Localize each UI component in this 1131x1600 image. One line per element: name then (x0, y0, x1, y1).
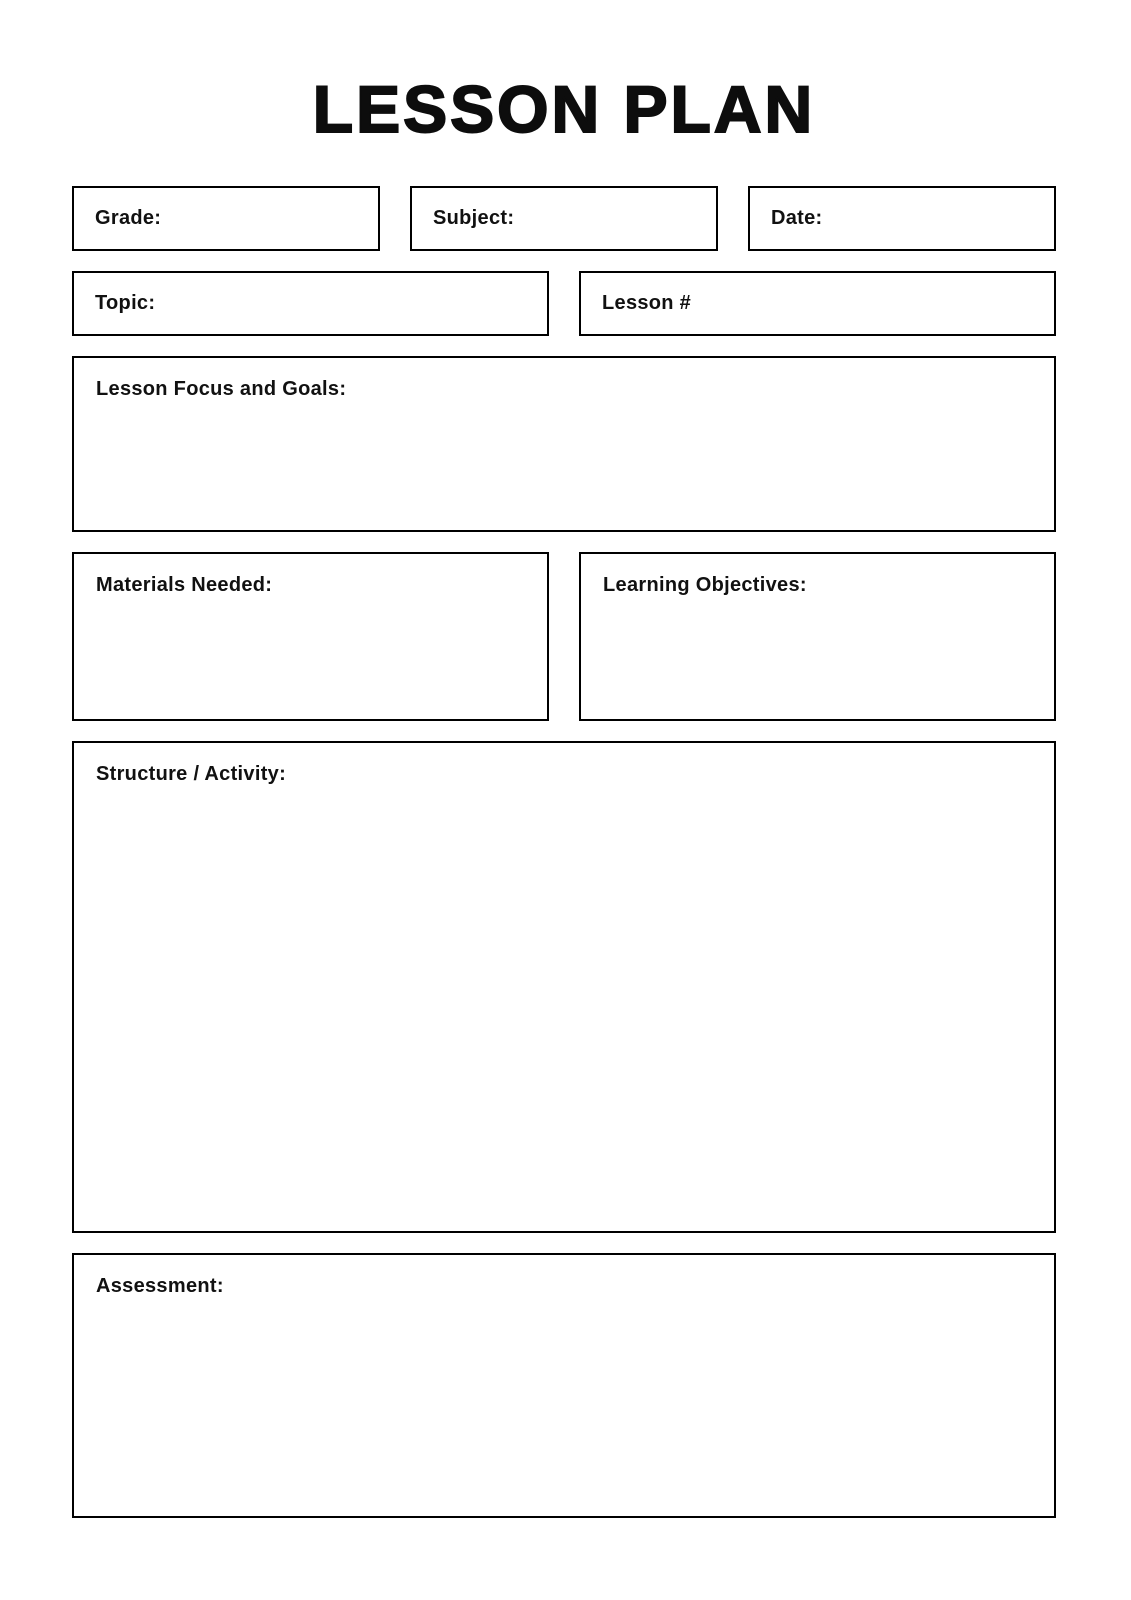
date-label: Date: (771, 207, 823, 230)
materials-needed-label: Materials Needed: (96, 574, 273, 597)
lesson-focus-box (72, 356, 1056, 532)
row-grade-subject-date (72, 186, 1056, 251)
assessment-label: Assessment: (96, 1275, 224, 1298)
row-materials-objectives (72, 552, 1056, 721)
lesson-number-field-box (579, 271, 1056, 336)
lesson-number-label: Lesson # (602, 292, 692, 315)
row-topic-lesson-number (72, 271, 1056, 336)
learning-objectives-label: Learning Objectives: (603, 574, 807, 597)
subject-label: Subject: (433, 207, 515, 230)
materials-needed-box (72, 552, 549, 721)
page-title: LESSON PLAN (312, 72, 816, 146)
lesson-plan-form (72, 186, 1056, 1518)
structure-activity-label: Structure / Activity: (96, 763, 287, 786)
lesson-focus-label: Lesson Focus and Goals: (96, 378, 347, 401)
topic-label: Topic: (95, 292, 156, 315)
learning-objectives-box (579, 552, 1056, 721)
grade-field-box (72, 186, 380, 251)
grade-label: Grade: (95, 207, 162, 230)
lesson-plan-page (0, 70, 1131, 1600)
subject-field-box (410, 186, 718, 251)
date-field-box (748, 186, 1056, 251)
structure-activity-box (72, 741, 1056, 1233)
assessment-box (72, 1253, 1056, 1518)
topic-field-box (72, 271, 549, 336)
